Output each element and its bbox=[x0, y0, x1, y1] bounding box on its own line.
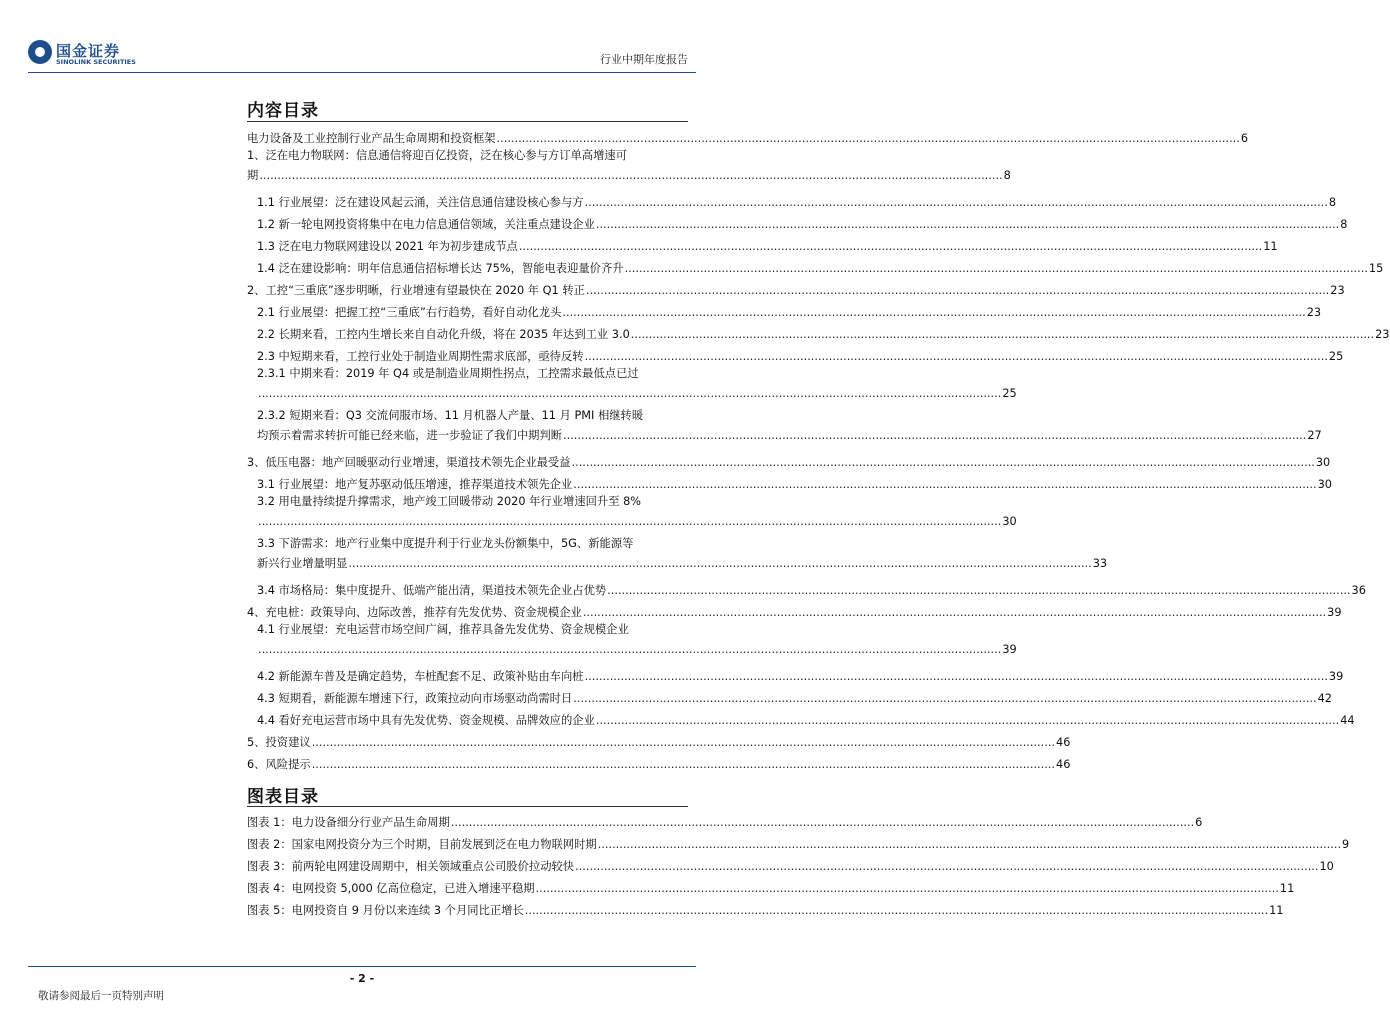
toc-entry-text: 4.3 短期看，新能源车增速下行，政策拉动向市场驱动尚需时日 bbox=[257, 692, 573, 705]
toc-leader-dots bbox=[258, 640, 1001, 662]
toc-entry-text: 3.1 行业展望：地产复苏驱动低压增速，推荐渠道技术领先企业 bbox=[257, 478, 573, 491]
toc-entry-text: 2.3 中短期来看，工控行业处于制造业周期性需求底部，亟待反转 bbox=[257, 350, 584, 363]
toc-page-number: 25 bbox=[1328, 350, 1344, 363]
toc-entry-text: 4.2 新能源车普及是确定趋势，车桩配套不足、政策补贴由车向桩 bbox=[257, 670, 584, 683]
toc-leader-dots bbox=[573, 477, 1316, 492]
figure-entry[interactable] bbox=[247, 874, 1295, 896]
toc-entry-line: 4.1 行业展望：充电运营市场空间广阔，推荐具备先发优势、资金规模企业 bbox=[257, 623, 629, 636]
toc-entry-text: 4、充电桩：政策导向、边际改善，推荐有先发优势、资金规模企业 bbox=[247, 606, 582, 619]
toc-entry[interactable] bbox=[247, 620, 1017, 662]
toc-entry-text: 6、风险提示 bbox=[247, 758, 311, 771]
toc-entry-text: 1.3 泛在电力物联网建设以 2021 年为初步建成节点 bbox=[257, 240, 518, 253]
toc-leader-dots bbox=[631, 327, 1374, 342]
toc-page-number: 6 bbox=[1240, 132, 1249, 145]
toc-leader-dots bbox=[596, 713, 1339, 728]
toc-page-number: 23 bbox=[1330, 284, 1345, 297]
toc-entry[interactable] bbox=[247, 750, 1071, 772]
toc-entry[interactable] bbox=[247, 188, 1337, 210]
page-number: - 2 - bbox=[349, 972, 375, 985]
toc-page-number: 9 bbox=[1342, 838, 1350, 851]
toc-entry-line bbox=[257, 640, 1017, 662]
toc-page-number: 6 bbox=[1195, 816, 1203, 829]
company-logo bbox=[28, 40, 140, 68]
toc-entry-text: 图表 5：电网投资自 9 月份以来连续 3 个月同比正增长 bbox=[247, 904, 524, 917]
toc-leader-dots bbox=[625, 261, 1368, 276]
toc-entry-line: 1、泛在电力物联网：信息通信将迎百亿投资，泛在核心参与方订单高增速可 bbox=[247, 149, 627, 162]
toc-page-number: 39 bbox=[1002, 643, 1017, 656]
toc-leader-dots bbox=[586, 283, 1329, 298]
toc-entry[interactable] bbox=[247, 364, 1017, 406]
toc-entry-line bbox=[247, 166, 1011, 188]
toc-entry-line bbox=[257, 384, 1017, 406]
toc-entry[interactable] bbox=[247, 706, 1355, 728]
toc-page-number: 44 bbox=[1340, 714, 1355, 727]
toc-entry-text: 电力设备及工业控制行业产品生命周期和投资框架 bbox=[247, 132, 496, 145]
toc-entry-line bbox=[257, 426, 1322, 448]
toc-entry-text: 2、工控“三重底”逐步明晰，行业增速有望最快在 2020 年 Q1 转正 bbox=[247, 284, 585, 297]
toc-page-number: 42 bbox=[1317, 692, 1332, 705]
toc-entry-text: 2.1 行业展望：把握工控“三重底”右行趋势，看好自动化龙头 bbox=[257, 306, 562, 319]
toc-entry-text: 图表 2：国家电网投资分为三个时期，目前发展到泛在电力物联网时期 bbox=[247, 838, 597, 851]
toc-leader-dots bbox=[451, 815, 1194, 830]
toc-entry[interactable] bbox=[247, 232, 1278, 254]
toc-leader-dots bbox=[259, 166, 1002, 188]
toc-entry-text: 图表 1：电力设备细分行业产品生命周期 bbox=[247, 816, 450, 829]
toc-leader-dots bbox=[573, 691, 1316, 706]
toc-page-number: 33 bbox=[1092, 557, 1108, 570]
toc-page-number: 25 bbox=[1002, 387, 1017, 400]
toc-leader-dots bbox=[312, 757, 1055, 772]
toc-entry-text: 3.4 市场格局：集中度提升、低端产能出清，渠道技术领先企业占优势 bbox=[257, 584, 607, 597]
toc-leader-dots bbox=[562, 305, 1305, 320]
figure-entry[interactable] bbox=[247, 808, 1203, 830]
figure-entry[interactable] bbox=[247, 852, 1334, 874]
toc-title-rule bbox=[247, 121, 688, 122]
toc-entry[interactable] bbox=[247, 298, 1322, 320]
toc-page-number: 46 bbox=[1056, 736, 1071, 749]
toc-page-number: 46 bbox=[1056, 758, 1071, 771]
report-type-label: 行业中期年度报告 bbox=[600, 53, 688, 66]
toc-page-number: 11 bbox=[1269, 904, 1284, 917]
toc-entry[interactable] bbox=[247, 254, 1384, 276]
toc-entry-line bbox=[257, 512, 1017, 534]
toc-entry-text: 图表 3：前两轮电网建设周期中，相关领域重点公司股价拉动较快 bbox=[247, 860, 575, 873]
figures-title-rule bbox=[247, 806, 688, 807]
toc-page-number: 11 bbox=[1279, 882, 1295, 895]
toc-leader-dots bbox=[563, 426, 1306, 448]
footer-divider bbox=[28, 966, 696, 967]
toc-leader-dots bbox=[596, 217, 1339, 232]
toc-entry[interactable] bbox=[247, 728, 1071, 750]
toc-entry[interactable] bbox=[247, 124, 1249, 146]
disclaimer-note: 敬请参阅最后一页特别声明 bbox=[38, 990, 164, 1002]
toc-entry-text: 4.4 看好充电运营市场中具有先发优势、资金规模、品牌效应的企业 bbox=[257, 714, 595, 727]
toc-entry[interactable] bbox=[247, 210, 1348, 232]
toc-leader-dots bbox=[585, 195, 1328, 210]
toc-entry-line: 3.2 用电量持续提升撑需求，地产竣工回暖带动 2020 年行业增速回升至 8% bbox=[257, 495, 642, 508]
toc-entry-line: 2.3.1 中期来看：2019 年 Q4 或是制造业周期性拐点，工控需求最低点已过 bbox=[257, 367, 639, 380]
toc-page-number: 11 bbox=[1263, 240, 1278, 253]
toc-page-number: 39 bbox=[1327, 606, 1342, 619]
toc-entry-line: 3.3 下游需求：地产行业集中度提升利于行业龙头份额集中，5G、新能源等 bbox=[257, 537, 634, 550]
toc-page-number: 8 bbox=[1003, 169, 1011, 182]
toc-page-number: 10 bbox=[1319, 860, 1334, 873]
list-of-figures bbox=[247, 808, 1350, 918]
toc-page-number: 30 bbox=[1317, 478, 1332, 491]
toc-page-number: 30 bbox=[1315, 456, 1331, 469]
toc-leader-dots bbox=[519, 239, 1262, 254]
toc-entry-text: 3、低压电器：地产回暖驱动行业增速，渠道技术领先企业最受益 bbox=[247, 456, 571, 469]
toc-leader-dots bbox=[607, 583, 1350, 598]
toc-page-number: 27 bbox=[1307, 429, 1322, 442]
toc-leader-dots bbox=[312, 735, 1055, 750]
toc-leader-dots bbox=[572, 455, 1315, 470]
logo-name-cn: 国金证券 bbox=[56, 42, 121, 60]
toc-leader-dots bbox=[598, 837, 1341, 852]
toc-leader-dots bbox=[575, 859, 1318, 874]
toc-entry[interactable] bbox=[247, 576, 1366, 598]
toc-page-number: 36 bbox=[1351, 584, 1366, 597]
toc-entry[interactable] bbox=[247, 470, 1332, 492]
header-divider bbox=[28, 72, 696, 73]
toc-leader-dots bbox=[258, 512, 1001, 534]
logo-icon bbox=[28, 40, 52, 64]
toc-page-number: 8 bbox=[1340, 218, 1348, 231]
toc-leader-dots bbox=[348, 554, 1091, 576]
toc-entry-text: 1.4 泛在建设影响：明年信息通信招标增长达 75%，智能电表迎量价齐升 bbox=[257, 262, 624, 275]
toc-entry-text: 1.1 行业展望：泛在建设风起云涌，关注信息通信建设核心参与方 bbox=[257, 196, 584, 209]
toc-leader-dots bbox=[583, 605, 1326, 620]
toc-entry-text: 均预示着需求转折可能已经来临，进一步验证了我们中期判断 bbox=[257, 429, 563, 442]
toc-entry-line bbox=[257, 554, 1108, 576]
toc-entry-text: 5、投资建议 bbox=[247, 736, 311, 749]
toc-page-number: 15 bbox=[1368, 262, 1384, 275]
figure-entry[interactable] bbox=[247, 830, 1350, 852]
toc-leader-dots bbox=[536, 881, 1279, 896]
toc-leader-dots bbox=[585, 349, 1328, 364]
toc-entry-text: 1.2 新一轮电网投资将集中在电力信息通信领域，关注重点建设企业 bbox=[257, 218, 595, 231]
toc-entry[interactable] bbox=[247, 684, 1332, 706]
page-header bbox=[0, 0, 724, 80]
toc-entry[interactable] bbox=[247, 448, 1331, 470]
toc-entry[interactable] bbox=[247, 598, 1342, 620]
toc-entry-text: 图表 4：电网投资 5,000 亿高位稳定，已进入增速平稳期 bbox=[247, 882, 535, 895]
figure-entry[interactable] bbox=[247, 896, 1284, 918]
toc-page-number: 23 bbox=[1375, 328, 1390, 341]
figures-title: 图表目录 bbox=[247, 787, 319, 807]
toc-page-number: 8 bbox=[1328, 196, 1337, 209]
toc-entry-text: 期 bbox=[247, 169, 259, 182]
toc-entry[interactable] bbox=[247, 320, 1390, 342]
toc-entry-text: 新兴行业增量明显 bbox=[257, 557, 348, 570]
toc-entry[interactable] bbox=[247, 146, 1011, 188]
logo-name-en: SINOLINK SECURITIES bbox=[56, 58, 136, 66]
toc-entry[interactable] bbox=[247, 662, 1344, 684]
toc-leader-dots bbox=[258, 384, 1001, 406]
toc-entry[interactable] bbox=[247, 406, 1322, 448]
toc-entry[interactable] bbox=[247, 276, 1345, 298]
toc-entry[interactable] bbox=[247, 492, 1017, 534]
toc-page-number: 39 bbox=[1328, 670, 1344, 683]
toc-leader-dots bbox=[497, 131, 1240, 146]
toc-page-number: 30 bbox=[1002, 515, 1017, 528]
toc-entry-text: 2.2 长期来看，工控内生增长来自自动化升级，将在 2035 年达到工业 3.0 bbox=[257, 328, 630, 341]
toc-entry[interactable] bbox=[247, 534, 1108, 576]
toc-entry-line: 2.3.2 短期来看：Q3 交流伺服市场、11 月机器人产量、11 月 PMI 相继转暖 bbox=[257, 409, 644, 422]
table-of-contents bbox=[247, 124, 1390, 772]
toc-title: 内容目录 bbox=[247, 101, 319, 121]
toc-page-number: 23 bbox=[1306, 306, 1322, 319]
toc-entry[interactable] bbox=[247, 342, 1344, 364]
toc-leader-dots bbox=[585, 669, 1328, 684]
toc-leader-dots bbox=[525, 903, 1268, 918]
